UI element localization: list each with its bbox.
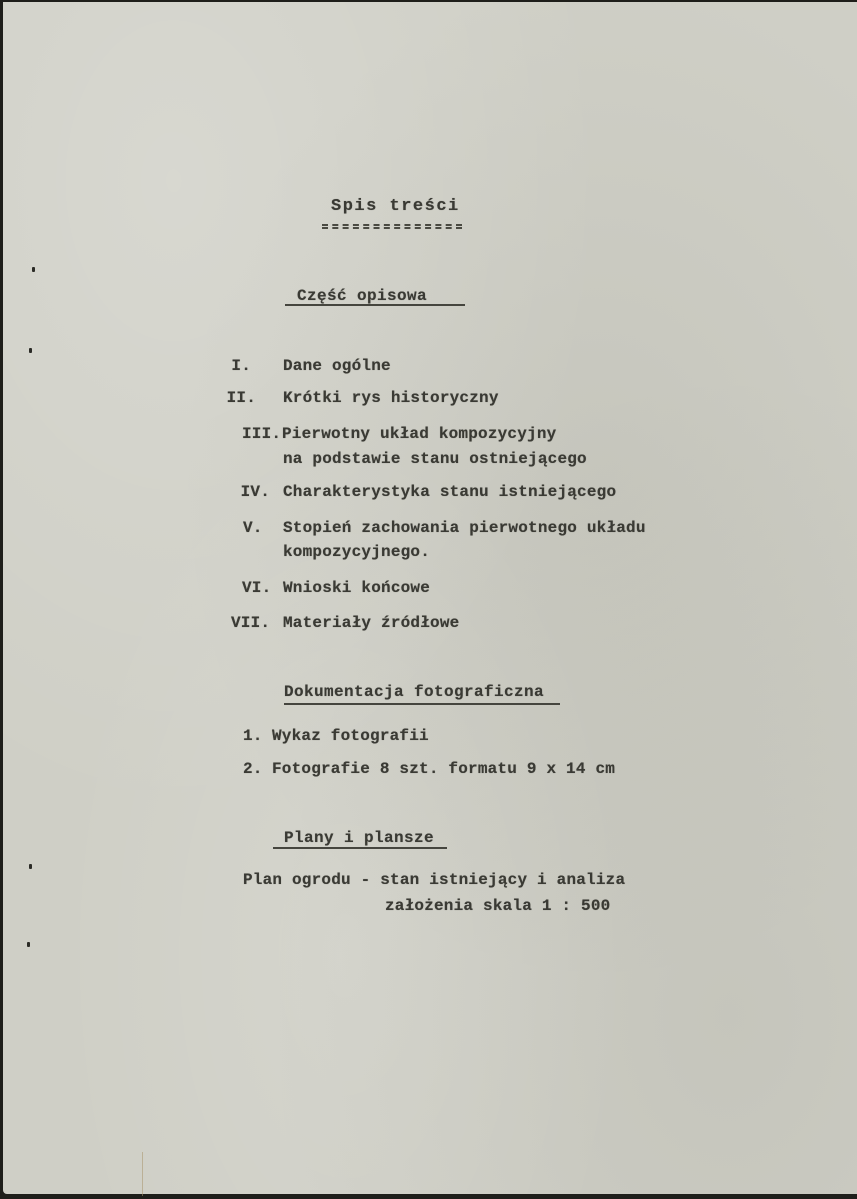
punch-mark — [29, 864, 32, 869]
fold-line — [142, 1152, 143, 1196]
section-underline — [273, 847, 447, 849]
punch-mark — [32, 267, 35, 272]
item-text: Plan ogrodu - stan istniejący i analiza — [243, 871, 626, 889]
item-text: Stopień zachowania pierwotnego układu — [283, 519, 646, 537]
item-text: Charakterystyka stanu istniejącego — [283, 483, 617, 501]
item-text: Fotografie 8 szt. formatu 9 x 14 cm — [272, 760, 616, 778]
item-text: Pierwotny układ kompozycyjny — [282, 425, 557, 443]
item-text-continued: na podstawie stanu ostniejącego — [283, 450, 587, 468]
item-number: III. — [242, 425, 282, 443]
title-double-underline — [322, 224, 462, 229]
item-text: Dane ogólne — [283, 357, 391, 375]
item-text: Wykaz fotografii — [272, 727, 429, 745]
section-heading-photos: Dokumentacja fotograficzna — [284, 683, 545, 701]
punch-mark — [27, 942, 30, 947]
document-title: Spis treści — [331, 197, 460, 216]
item-number: IV. — [240, 483, 270, 501]
item-text: Krótki rys historyczny — [283, 389, 499, 407]
section-underline — [285, 304, 465, 306]
item-text-continued: założenia skala 1 : 500 — [385, 897, 611, 915]
item-text: Materiały źródłowe — [283, 614, 460, 632]
item-number: I. — [231, 357, 251, 375]
item-number: II. — [226, 389, 256, 407]
item-text: Wnioski końcowe — [283, 579, 431, 597]
section-heading-plans: Plany i plansze — [284, 829, 435, 847]
section-heading-descriptive: Część opisowa — [297, 287, 428, 305]
paper-sheet — [3, 2, 857, 1194]
section-underline — [284, 703, 560, 705]
item-number: V. — [243, 519, 263, 537]
item-number: 1. — [243, 727, 263, 745]
item-number: VI. — [242, 579, 272, 597]
punch-mark — [29, 348, 32, 353]
item-number: VII. — [231, 614, 271, 632]
item-number: 2. — [243, 760, 263, 778]
item-text-continued: kompozycyjnego. — [283, 543, 431, 561]
